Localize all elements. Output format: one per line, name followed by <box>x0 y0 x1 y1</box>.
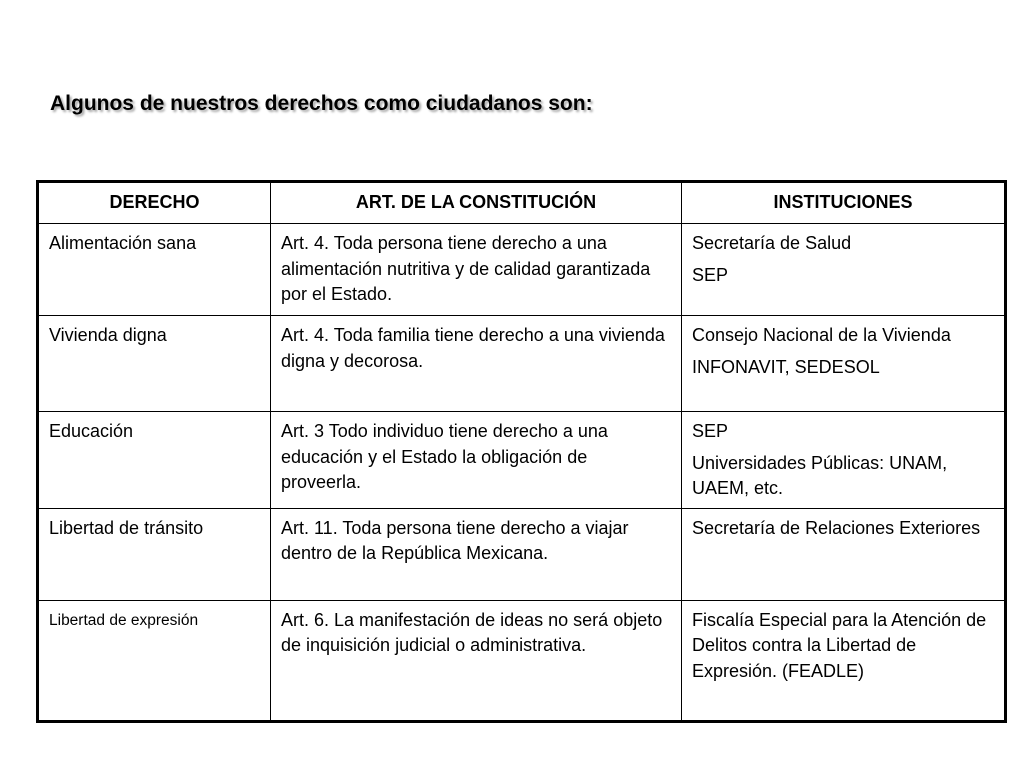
institution-item: Consejo Nacional de la Vivienda <box>692 325 951 345</box>
institution-item: INFONAVIT, SEDESOL <box>692 356 880 377</box>
cell-derecho: Libertad de tránsito <box>38 508 271 600</box>
cell-derecho: Vivienda digna <box>38 316 271 412</box>
cell-instituciones <box>682 508 1006 600</box>
cell-instituciones <box>682 316 1006 412</box>
cell-instituciones <box>682 600 1006 721</box>
header-derecho: DERECHO <box>38 182 271 224</box>
page-title: Algunos de nuestros derechos como ciudadanos son: <box>50 92 593 115</box>
cell-derecho: Libertad de expresión <box>38 600 271 721</box>
cell-derecho: Educación <box>38 412 271 509</box>
institution-item: Fiscalía Especial para la Atención de Delitos contra la Libertad de Expresión. (FEADLE) <box>692 609 987 681</box>
header-instituciones: INSTITUCIONES <box>682 182 1006 224</box>
table-row <box>38 224 1006 316</box>
cell-instituciones <box>682 224 1006 316</box>
table-header-row <box>38 182 1006 224</box>
institution-item: Universidades Públicas: UNAM, UAEM, etc. <box>692 452 948 499</box>
institution-item: SEP <box>692 421 729 441</box>
table-row <box>38 508 1006 600</box>
header-articulo: ART. DE LA CONSTITUCIÓN <box>271 182 682 224</box>
cell-articulo: Art. 6. La manifestación de ideas no será objeto de inquisición judicial o administrativa. <box>271 600 682 721</box>
table-row <box>38 600 1006 721</box>
cell-articulo: Art. 4. Toda familia tiene derecho a una vivienda digna y decorosa. <box>271 316 682 412</box>
table-row <box>38 412 1006 509</box>
rights-table <box>36 180 1007 723</box>
institution-item: SEP <box>692 264 729 285</box>
cell-articulo: Art. 4. Toda persona tiene derecho a una alimentación nutritiva y de calidad garantizada por el Estado. <box>271 224 682 316</box>
institution-item: Secretaría de Relaciones Exteriores <box>692 517 981 538</box>
cell-derecho: Alimentación sana <box>38 224 271 316</box>
cell-articulo: Art. 11. Toda persona tiene derecho a viajar dentro de la República Mexicana. <box>271 508 682 600</box>
cell-articulo: Art. 3 Todo individuo tiene derecho a una educación y el Estado la obligación de proveerla. <box>271 412 682 509</box>
table-row <box>38 316 1006 412</box>
institution-item: Secretaría de Salud <box>692 233 852 253</box>
cell-instituciones <box>682 412 1006 509</box>
